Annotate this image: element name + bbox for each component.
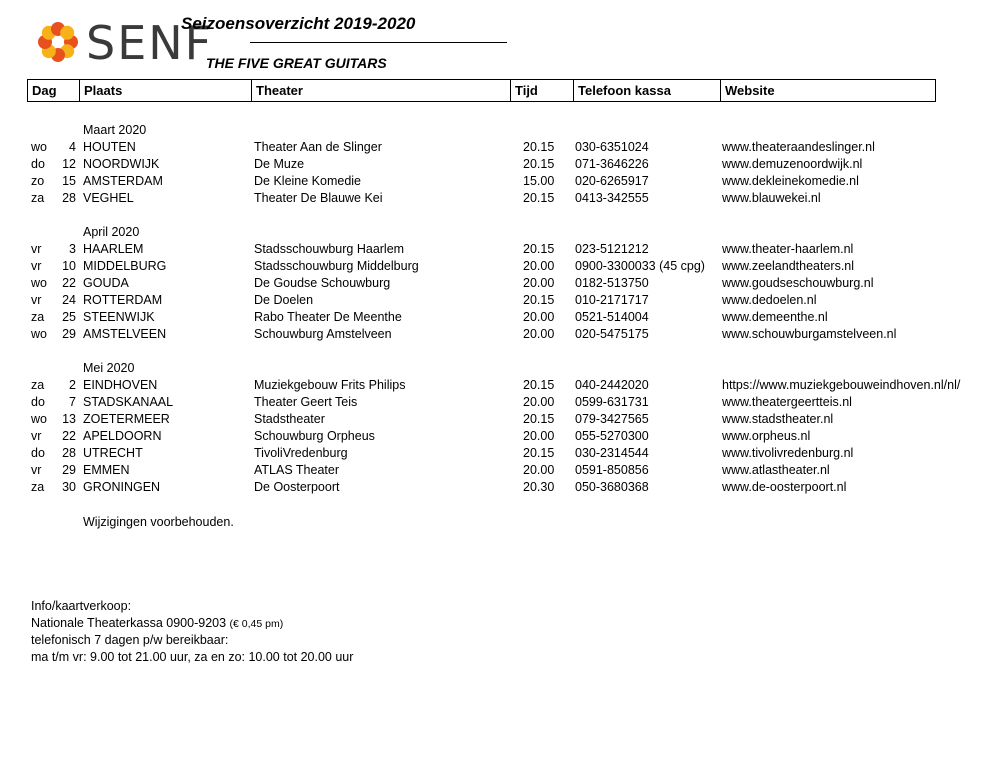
- table-row: [0, 241, 1000, 258]
- header-website: Website: [720, 80, 935, 101]
- table-row: [0, 139, 1000, 156]
- row-theater: De Doelen: [254, 293, 314, 307]
- row-city: GOUDA: [83, 276, 129, 290]
- row-time: 15.00: [523, 174, 555, 188]
- flower-petal: [60, 26, 74, 40]
- logo-wordmark: SENF: [86, 16, 214, 70]
- row-phone: 010-2171717: [575, 293, 649, 307]
- row-time: 20.00: [523, 429, 555, 443]
- table-row: [0, 156, 1000, 173]
- row-phone: 071-3646226: [575, 157, 649, 171]
- info-line-1: Info/kaartverkoop:: [31, 599, 132, 613]
- row-city: ROTTERDAM: [83, 293, 163, 307]
- row-city: ZOETERMEER: [83, 412, 170, 426]
- row-date: 29: [62, 463, 76, 477]
- row-day: za: [31, 378, 45, 392]
- row-phone: 023-5121212: [575, 242, 649, 256]
- row-time: 20.15: [523, 191, 555, 205]
- row-date: 24: [62, 293, 76, 307]
- row-city: AMSTELVEEN: [83, 327, 167, 341]
- row-time: 20.15: [523, 242, 555, 256]
- row-day: za: [31, 191, 45, 205]
- table-row: [0, 411, 1000, 428]
- row-theater: Schouwburg Orpheus: [254, 429, 375, 443]
- row-day: vr: [31, 293, 42, 307]
- row-city: HAARLEM: [83, 242, 144, 256]
- row-date: 4: [69, 140, 76, 154]
- row-phone: 050-3680368: [575, 480, 649, 494]
- row-day: do: [31, 157, 45, 171]
- row-city: NOORDWIJK: [83, 157, 160, 171]
- table-row: [0, 428, 1000, 445]
- row-phone: 040-2442020: [575, 378, 649, 392]
- row-theater: Theater Geert Teis: [254, 395, 358, 409]
- info-line-2: [31, 615, 283, 633]
- row-date: 30: [62, 480, 76, 494]
- row-website: www.demuzenoordwijk.nl: [722, 157, 863, 171]
- row-website: www.theateraandeslinger.nl: [722, 140, 875, 154]
- header-theater: Theater: [251, 80, 510, 101]
- row-time: 20.30: [523, 480, 555, 494]
- row-phone: 0900-3300033 (45 cpg): [575, 259, 705, 273]
- row-website: www.zeelandtheaters.nl: [722, 259, 855, 273]
- row-website: www.goudseschouwburg.nl: [722, 276, 874, 290]
- row-website: https://www.muziekgebouweindhoven.nl/nl/: [722, 378, 961, 392]
- row-city: HOUTEN: [83, 140, 136, 154]
- row-website: www.theater-haarlem.nl: [722, 242, 854, 256]
- row-theater: De Muze: [254, 157, 305, 171]
- row-time: 20.00: [523, 463, 555, 477]
- table-row: [0, 479, 1000, 496]
- row-theater: Theater De Blauwe Kei: [254, 191, 383, 205]
- row-day: za: [31, 480, 45, 494]
- row-website: www.stadstheater.nl: [722, 412, 834, 426]
- table-header: [27, 79, 936, 102]
- row-day: do: [31, 446, 45, 460]
- row-website: www.orpheus.nl: [722, 429, 811, 443]
- row-theater: ATLAS Theater: [254, 463, 339, 477]
- row-theater: Stadstheater: [254, 412, 325, 426]
- table-row: [0, 173, 1000, 190]
- row-theater: Rabo Theater De Meenthe: [254, 310, 402, 324]
- table-row: [0, 445, 1000, 462]
- row-date: 3: [69, 242, 76, 256]
- row-time: 20.00: [523, 395, 555, 409]
- header-tijd: Tijd: [510, 80, 573, 101]
- page-subtitle: THE FIVE GREAT GUITARS: [206, 55, 387, 71]
- row-day: wo: [31, 140, 47, 154]
- row-day: wo: [31, 412, 47, 426]
- header-plaats: Plaats: [79, 80, 251, 101]
- row-city: EMMEN: [83, 463, 130, 477]
- row-date: 22: [62, 276, 76, 290]
- row-phone: 030-2314544: [575, 446, 649, 460]
- row-website: www.tivolivredenburg.nl: [722, 446, 854, 460]
- row-theater: De Oosterpoort: [254, 480, 340, 494]
- row-day: za: [31, 310, 45, 324]
- row-time: 20.15: [523, 446, 555, 460]
- row-date: 25: [62, 310, 76, 324]
- row-day: vr: [31, 242, 42, 256]
- title-underline: [250, 42, 507, 43]
- row-date: 28: [62, 191, 76, 205]
- table-row: [0, 258, 1000, 275]
- row-phone: 0521-514004: [575, 310, 649, 324]
- row-day: do: [31, 395, 45, 409]
- row-date: 12: [62, 157, 76, 171]
- row-date: 28: [62, 446, 76, 460]
- row-theater: TivoliVredenburg: [254, 446, 348, 460]
- row-time: 20.00: [523, 310, 555, 324]
- row-time: 20.00: [523, 276, 555, 290]
- row-time: 20.00: [523, 259, 555, 273]
- flower-center: [52, 36, 64, 48]
- row-phone: 0182-513750: [575, 276, 649, 290]
- row-day: wo: [31, 327, 47, 341]
- row-theater: De Kleine Komedie: [254, 174, 362, 188]
- header-dag: Dag: [32, 83, 57, 98]
- row-day: zo: [31, 174, 45, 188]
- row-website: www.dedoelen.nl: [722, 293, 817, 307]
- info-line-4: ma t/m vr: 9.00 tot 21.00 uur, za en zo: 10.00 tot 20.00 uur: [31, 650, 354, 664]
- month-heading: Mei 2020: [83, 361, 135, 375]
- row-website: www.de-oosterpoort.nl: [722, 480, 847, 494]
- changes-note: Wijzigingen voorbehouden.: [83, 515, 234, 529]
- row-theater: De Goudse Schouwburg: [254, 276, 391, 290]
- row-phone: 020-5475175: [575, 327, 649, 341]
- row-theater: Schouwburg Amstelveen: [254, 327, 392, 341]
- row-phone: 0413-342555: [575, 191, 649, 205]
- row-website: www.atlastheater.nl: [722, 463, 830, 477]
- row-date: 15: [62, 174, 76, 188]
- row-day: vr: [31, 259, 42, 273]
- row-theater: Muziekgebouw Frits Philips: [254, 378, 406, 392]
- table-row: [0, 326, 1000, 343]
- header-telefoon: Telefoon kassa: [573, 80, 720, 101]
- row-time: 20.15: [523, 412, 555, 426]
- row-theater: Stadsschouwburg Middelburg: [254, 259, 419, 273]
- month-heading: April 2020: [83, 225, 140, 239]
- row-time: 20.15: [523, 293, 555, 307]
- row-city: STEENWIJK: [83, 310, 155, 324]
- row-city: APELDOORN: [83, 429, 162, 443]
- row-time: 20.15: [523, 378, 555, 392]
- row-website: www.demeenthe.nl: [722, 310, 828, 324]
- row-city: MIDDELBURG: [83, 259, 167, 273]
- row-phone: 0591-850856: [575, 463, 649, 477]
- row-time: 20.00: [523, 327, 555, 341]
- row-date: 13: [62, 412, 76, 426]
- row-website: www.theatergeertteis.nl: [722, 395, 852, 409]
- row-city: AMSTERDAM: [83, 174, 163, 188]
- flower-icon: [36, 20, 80, 64]
- month-heading: Maart 2020: [83, 123, 147, 137]
- row-website: www.dekleinekomedie.nl: [722, 174, 859, 188]
- row-website: www.schouwburgamstelveen.nl: [722, 327, 897, 341]
- senf-logo: [36, 16, 214, 70]
- row-theater: Stadsschouwburg Haarlem: [254, 242, 405, 256]
- table-row: [0, 275, 1000, 292]
- row-day: wo: [31, 276, 47, 290]
- row-city: EINDHOVEN: [83, 378, 158, 392]
- row-date: 22: [62, 429, 76, 443]
- table-row: [0, 377, 1000, 394]
- row-date: 10: [62, 259, 76, 273]
- row-city: UTRECHT: [83, 446, 143, 460]
- row-date: 2: [69, 378, 76, 392]
- row-phone: 020-6265917: [575, 174, 649, 188]
- row-day: vr: [31, 429, 42, 443]
- row-date: 7: [69, 395, 76, 409]
- table-row: [0, 292, 1000, 309]
- table-row: [0, 394, 1000, 411]
- row-city: STADSKANAAL: [83, 395, 174, 409]
- row-phone: 0599-631731: [575, 395, 649, 409]
- row-phone: 030-6351024: [575, 140, 649, 154]
- row-day: vr: [31, 463, 42, 477]
- row-theater: Theater Aan de Slinger: [254, 140, 382, 154]
- info-line-2-text: Nationale Theaterkassa 0900-9203: [31, 616, 230, 630]
- row-time: 20.15: [523, 157, 555, 171]
- info-line-3: telefonisch 7 dagen p/w bereikbaar:: [31, 633, 229, 647]
- row-date: 29: [62, 327, 76, 341]
- row-phone: 055-5270300: [575, 429, 649, 443]
- row-city: GRONINGEN: [83, 480, 161, 494]
- table-row: [0, 190, 1000, 207]
- row-phone: 079-3427565: [575, 412, 649, 426]
- table-row: [0, 462, 1000, 479]
- info-line-2-price: (€ 0,45 pm): [229, 618, 284, 630]
- row-time: 20.15: [523, 140, 555, 154]
- page-title: Seizoensoverzicht 2019-2020: [181, 14, 416, 33]
- row-city: VEGHEL: [83, 191, 134, 205]
- row-website: www.blauwekei.nl: [722, 191, 821, 205]
- table-row: [0, 309, 1000, 326]
